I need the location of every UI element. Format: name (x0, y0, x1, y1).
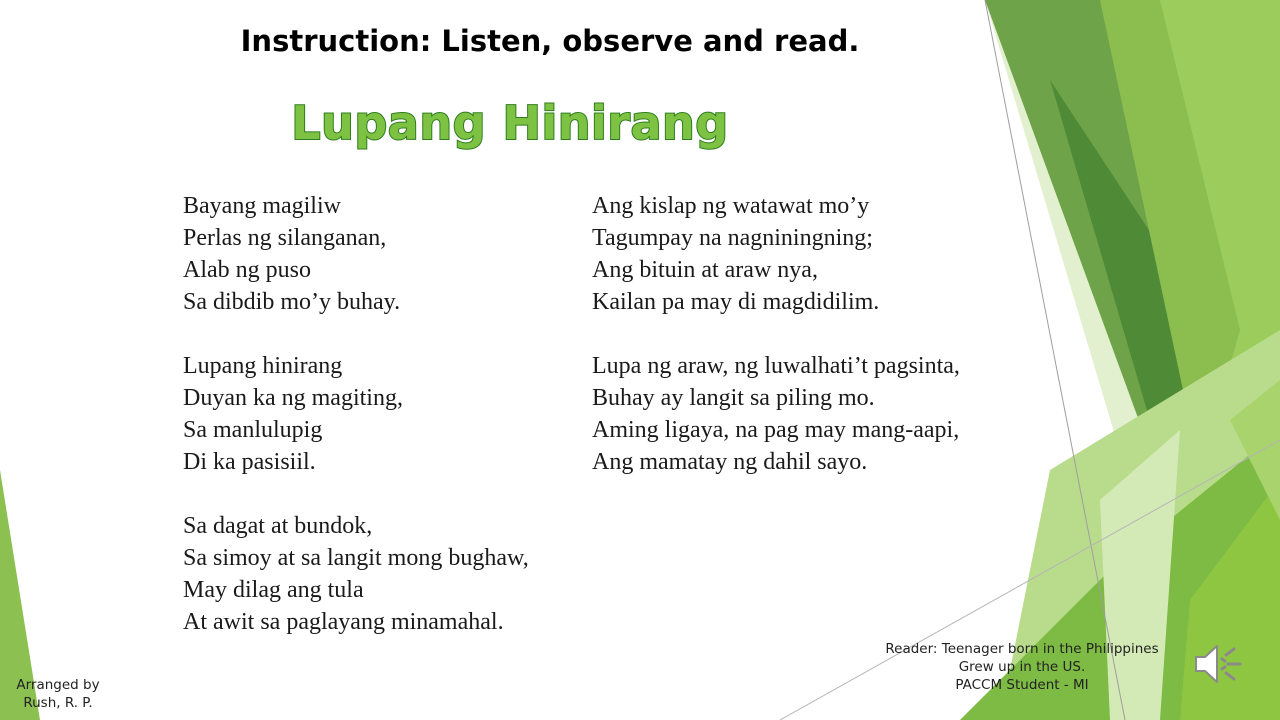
lyrics-line: Lupa ng araw, ng luwalhati’t pagsinta, (592, 353, 960, 379)
lyrics-line: Sa dagat at bundok, (183, 513, 373, 539)
lyrics-line: May dilag ang tula (183, 577, 364, 603)
lyrics-line: Duyan ka ng magiting, (183, 385, 403, 411)
arranged-by-line: Arranged by (16, 677, 100, 693)
lyrics-line: Ang kislap ng watawat mo’y (592, 193, 870, 219)
lyrics-line: Buhay ay langit sa piling mo. (592, 385, 875, 411)
lyrics-stanza (183, 350, 583, 478)
instruction-heading: Instruction: Listen, observe and read. (240, 24, 860, 58)
lyrics-line: Tagumpay na nagniningning; (592, 225, 873, 251)
reader-line: Reader: Teenager born in the Philippines (885, 641, 1159, 657)
lyrics-line: Ang mamatay ng dahil sayo. (592, 449, 868, 475)
lyrics-stanza (183, 510, 583, 638)
lyrics-line: Kailan pa may di magdidilim. (592, 289, 880, 315)
arranged-by-line: Rush, R. P. (23, 695, 93, 711)
lyrics-right-column (592, 190, 1012, 478)
lyrics-line: Alab ng puso (183, 257, 311, 283)
speaker-icon[interactable] (1192, 638, 1248, 690)
lyrics-line: Lupang hinirang (183, 353, 343, 379)
lyrics-stanza (592, 350, 1012, 478)
lyrics-line: Di ka pasisiil. (183, 449, 316, 475)
lyrics-line: Sa dibdib mo’y buhay. (183, 289, 401, 315)
lyrics-line: Perlas ng silanganan, (183, 225, 387, 251)
lyrics-line: Sa manlulupig (183, 417, 323, 443)
reader-line: PACCM Student - MI (955, 677, 1089, 693)
reader-line: Grew up in the US. (958, 659, 1086, 675)
lyrics-stanza (183, 190, 583, 318)
song-title: Lupang Hinirang (291, 96, 729, 150)
lyrics-stanza (592, 190, 1012, 318)
arranged-by-credit (4, 676, 112, 712)
speaker-icon-graphic (1192, 638, 1248, 690)
lyrics-line: At awit sa paglayang minamahal. (183, 609, 504, 635)
lyrics-line: Sa simoy at sa langit mong bughaw, (183, 545, 529, 571)
lyrics-line: Ang bituin at araw nya, (592, 257, 818, 283)
lyrics-line: Bayang magiliw (183, 193, 341, 219)
reader-credit (872, 640, 1172, 694)
lyrics-left-column (183, 190, 583, 638)
lyrics-line: Aming ligaya, na pag may mang-aapi, (592, 417, 960, 443)
